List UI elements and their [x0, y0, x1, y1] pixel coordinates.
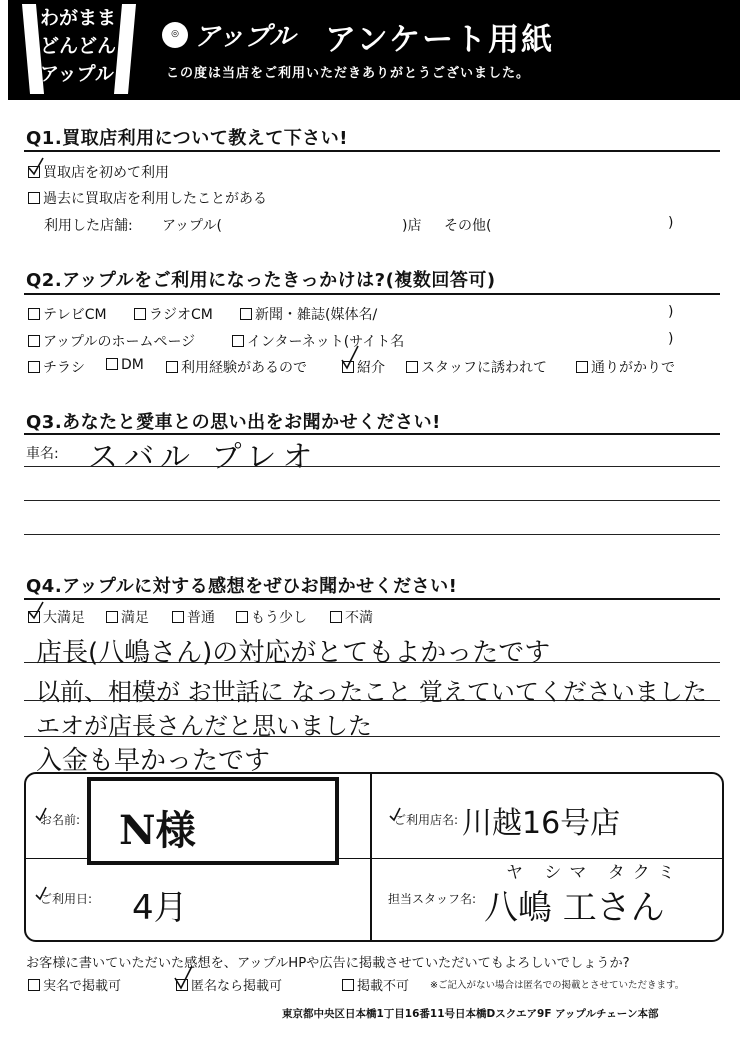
q2-heading: Q2.アップルをご利用になったきっかけは?(複数回答可) — [26, 270, 496, 291]
q2-opt-dm-label: DM — [121, 357, 144, 373]
consent-opt-no-label: 掲載不可 — [357, 979, 410, 994]
q2-opt-passing[interactable] — [576, 357, 675, 377]
q3-line-1 — [24, 466, 720, 467]
consent-opt-anon-label: 匿名なら掲載可 — [191, 979, 283, 994]
q2-opt-newspaper[interactable] — [240, 304, 377, 324]
store-label: ご利用店名: — [394, 813, 459, 827]
q2-paren-close-2: ) — [668, 331, 674, 347]
consent-opt-no[interactable] — [342, 975, 409, 994]
name-redaction-box — [87, 777, 339, 865]
checkbox-experience[interactable] — [166, 361, 178, 373]
q1-rule — [24, 150, 720, 152]
brand-logo-text: アップル — [194, 22, 296, 52]
q2-paren-close-1: ) — [668, 304, 674, 320]
name-label: お名前: — [40, 813, 81, 827]
q1-paren-close: ) — [668, 215, 674, 231]
staff-furigana: ヤ シマ タクミ — [506, 863, 683, 883]
check-mark-icon — [34, 885, 48, 901]
q4-rating-satisfied-label: 満足 — [121, 610, 149, 626]
check-mark-icon — [172, 964, 194, 990]
check-mark-icon — [34, 806, 48, 822]
q2-opt-staff[interactable] — [406, 357, 547, 377]
q1-option-first[interactable] — [28, 162, 169, 182]
q2-opt-homepage-label: アップルのホームページ — [43, 334, 196, 350]
page-title: アンケート用紙 — [325, 22, 555, 58]
q1-store-label: 利用した店舗: — [44, 218, 133, 234]
q4-rating-dissatisfied-label: 不満 — [345, 610, 373, 626]
car-name-label: 車名: — [26, 446, 59, 462]
checkbox-dm[interactable] — [106, 358, 118, 370]
page-subtitle: この度は当店をご利用いただきありがとうございました。 — [166, 66, 531, 81]
consent-opt-real-label: 実名で掲載可 — [43, 979, 122, 994]
name-value: N様 — [119, 807, 196, 854]
checkbox-passing[interactable] — [576, 361, 588, 373]
q1-option-first-label: 買取店を初めて利用 — [43, 165, 169, 181]
q2-opt-homepage[interactable] — [28, 331, 195, 351]
q4-rule — [24, 598, 720, 600]
q4-rating-normal[interactable] — [172, 607, 215, 627]
checkbox-internet[interactable] — [232, 335, 244, 347]
checkbox-homepage[interactable] — [28, 335, 40, 347]
q2-opt-internet[interactable] — [232, 331, 404, 351]
staff-label: 担当スタッフ名: — [388, 892, 477, 906]
checkbox-more[interactable] — [236, 611, 248, 623]
q4-heading: Q4.アップルに対する感想をぜひお聞かせください! — [26, 576, 458, 597]
q2-opt-tvcm[interactable] — [28, 304, 107, 324]
q1-store-close: )店 — [402, 218, 422, 234]
q4-rating-satisfied[interactable] — [106, 607, 149, 627]
checkbox-no-publish[interactable] — [342, 979, 354, 991]
q2-opt-staff-label: スタッフに誘われて — [421, 360, 547, 376]
check-mark-icon — [338, 344, 360, 370]
q3-line-2 — [24, 500, 720, 501]
check-mark-icon — [26, 156, 46, 178]
car-name-value: スバル プレオ — [88, 440, 319, 475]
checkbox-tvcm[interactable] — [28, 308, 40, 320]
q4-rating-more[interactable] — [236, 607, 307, 627]
slogan-line-3: アップル! — [40, 63, 123, 85]
checkbox-radiocm[interactable] — [134, 308, 146, 320]
q1-store-apple: アップル( — [162, 218, 222, 234]
q2-opt-internet-label: インターネット(サイト名 — [247, 334, 405, 350]
q4-rating-very-satisfied-label: 大満足 — [43, 610, 85, 626]
q2-opt-newspaper-label: 新聞・雑誌(媒体名/ — [255, 307, 378, 323]
check-mark-icon — [388, 806, 402, 822]
date-value: 4月 — [132, 888, 188, 928]
slogan-line-1: わがまま — [40, 7, 117, 29]
q2-opt-radiocm-label: ラジオCM — [149, 307, 213, 323]
q2-rule — [24, 293, 720, 295]
check-mark-icon — [26, 600, 46, 622]
q1-option-past-label: 過去に買取店を利用したことがある — [43, 191, 267, 207]
store-value: 川越16号店 — [462, 806, 621, 841]
q4-rating-normal-label: 普通 — [187, 610, 215, 626]
q3-heading: Q3.あなたと愛車との思い出をお聞かせください! — [26, 412, 441, 433]
q2-opt-passing-label: 通りがかりで — [591, 360, 675, 376]
q2-opt-experience-label: 利用経験があるので — [181, 360, 307, 376]
consent-question: お客様に書いていただいた感想を、アップルHPや広告に掲載させていただいてもよろしいでしょうか? — [26, 956, 630, 971]
consent-note: ※ご記入がない場合は匿名での掲載とさせていただきます。 — [430, 980, 685, 991]
q2-opt-dm[interactable] — [106, 357, 144, 373]
consent-opt-real[interactable] — [28, 975, 121, 994]
comment-line-1: 店長(八嶋さん)の対応がとてもよかったです — [36, 638, 551, 668]
q2-opt-referral-label: 紹介 — [357, 360, 385, 376]
checkbox-dissatisfied[interactable] — [330, 611, 342, 623]
comment-line-4: 入金も早かったです — [36, 746, 271, 776]
checkbox-past-use[interactable] — [28, 192, 40, 204]
q2-opt-tvcm-label: テレビCM — [43, 307, 107, 323]
q2-opt-flyer[interactable] — [28, 357, 85, 377]
q1-option-past[interactable] — [28, 188, 267, 208]
checkbox-flyer[interactable] — [28, 361, 40, 373]
footer-address: 東京都中央区日本橋1丁目16番11号日本橋Dスクエア9F アップルチェーン本部 — [282, 1008, 659, 1020]
q1-store-other: その他( — [444, 218, 492, 234]
date-label: ご利用日: — [40, 892, 93, 906]
checkbox-real-name[interactable] — [28, 979, 40, 991]
q2-opt-flyer-label: チラシ — [43, 360, 85, 376]
checkbox-newspaper[interactable] — [240, 308, 252, 320]
q2-opt-experience[interactable] — [166, 357, 307, 377]
q3-line-3 — [24, 534, 720, 535]
q4-rating-dissatisfied[interactable] — [330, 607, 373, 627]
customer-info-divider-v — [370, 772, 372, 940]
q4-rating-more-label: もう少し — [251, 610, 307, 626]
q1-heading: Q1.買取店利用について教えて下さい! — [26, 128, 349, 149]
checkbox-normal[interactable] — [172, 611, 184, 623]
comment-line-3: エオが店長さんだと思いました — [36, 712, 372, 740]
slogan-line-2: どんどん — [40, 35, 117, 57]
checkbox-satisfied[interactable] — [106, 611, 118, 623]
q2-opt-radiocm[interactable] — [134, 304, 213, 324]
apple-logo-icon: ◎ — [162, 22, 188, 48]
staff-value: 八嶋 工さん — [484, 888, 665, 928]
slogan-block — [18, 2, 138, 94]
checkbox-staff[interactable] — [406, 361, 418, 373]
q1-store-row — [44, 215, 133, 235]
comment-line-2: 以前、相模が お世話に なったこと 覚えていてくださいました — [36, 678, 707, 706]
